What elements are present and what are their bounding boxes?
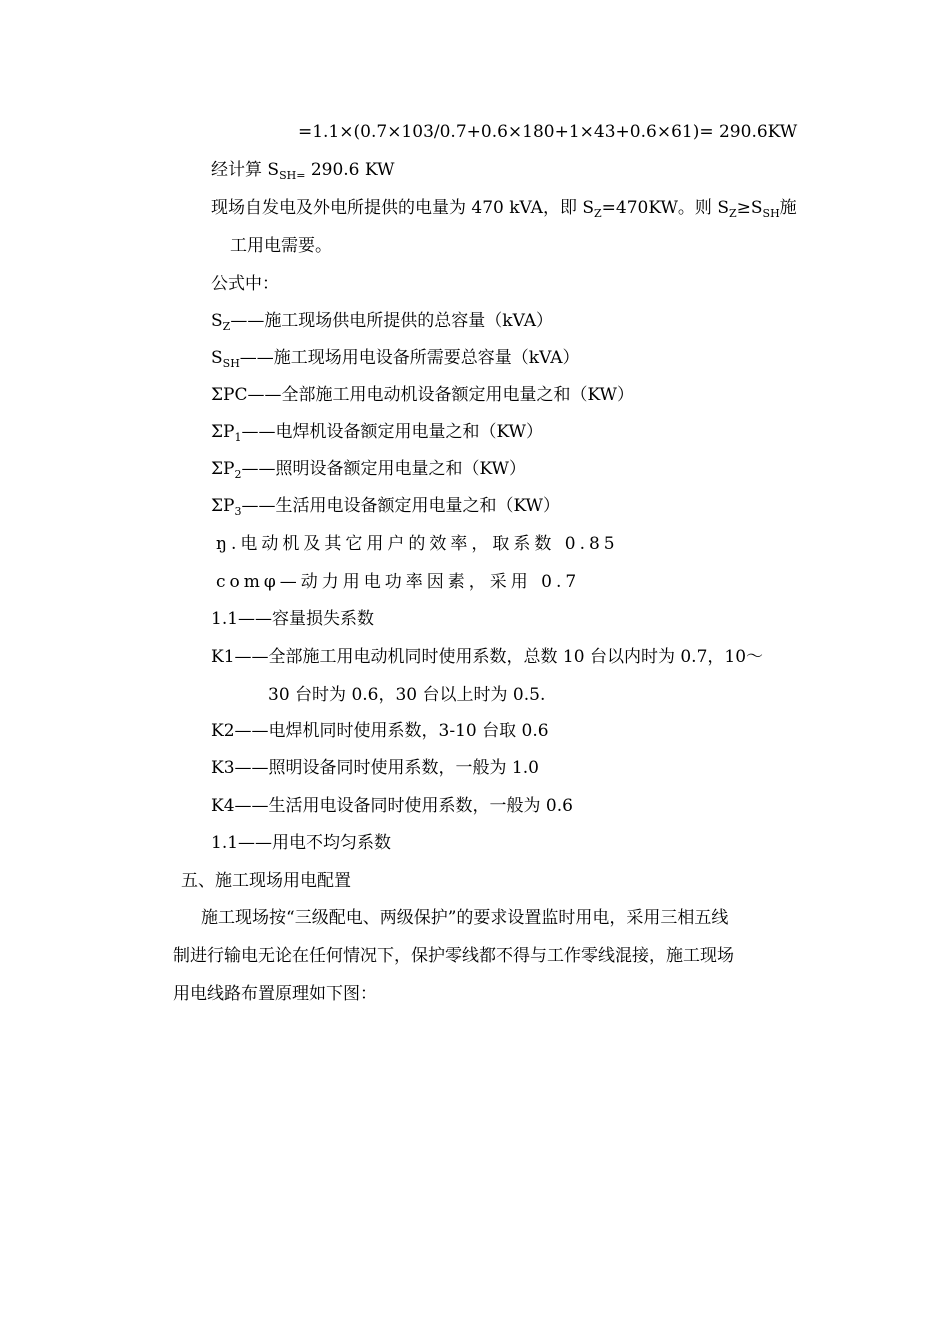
section-title: 五、施工现场用电配置 — [181, 871, 351, 891]
def-k2: K2——电焊机同时使用系数，3-10 台取 0.6 — [211, 721, 549, 741]
formula-heading: 公式中： — [211, 274, 279, 294]
supply-line: 现场自发电及外电所提供的电量为 470 kVA，即 $S_Z=470KW$。则 $S_Z\ge S_{SH}$施 — [211, 198, 797, 220]
def-uneven: 1.1——用电不均匀系数 — [211, 833, 392, 853]
def-loss: 1.1——容量损失系数 — [211, 609, 375, 629]
def-cos: comφ—动力用电功率因素，采用 0.7 — [216, 572, 581, 592]
para-line: 施工现场按“三级配电、两级保护”的要求设置监时用电，采用三相五线 — [201, 908, 729, 928]
def-ssh: $S_{SH}——$施工现场用电设备所需要总容量（kVA） — [211, 348, 580, 370]
def-sp2: $\Sigma P_2——$照明设备额定用电量之和（KW） — [211, 459, 527, 481]
supply-line-cont: 工用电需要。 — [230, 236, 332, 256]
def-k1: K1——全部施工用电动机同时使用系数，总数 10 台以内时为 0.7，10～ — [211, 647, 764, 667]
def-k1-cont: 30 台时为 0.6，30 台以上时为 0.5. — [268, 685, 546, 705]
def-spc: ΣPC——全部施工用电动机设备额定用电量之和（KW） — [211, 385, 635, 405]
def-k3: K3——照明设备同时使用系数，一般为 1.0 — [211, 758, 539, 778]
calc-result: 经计算 $S_{SH=}$ 290.6 KW — [211, 160, 395, 182]
def-sp3: $\Sigma P_3——$生活用电设备额定用电量之和（KW） — [211, 496, 561, 518]
def-eta: ŋ.电动机及其它用户的效率，取系数 0.85 — [216, 534, 619, 554]
formula-line: =1.1×(0.7×103/0.7+0.6×180+1×43+0.6×61)= 290.6KW — [298, 122, 798, 142]
para-line: 制进行输电无论在任何情况下，保护零线都不得与工作零线混接，施工现场 — [173, 946, 734, 966]
para-line: 用电线路布置原理如下图： — [173, 984, 377, 1004]
def-k4: K4——生活用电设备同时使用系数，一般为 0.6 — [211, 796, 573, 816]
def-sp1: $\Sigma P_1——$电焊机设备额定用电量之和（KW） — [211, 422, 544, 444]
def-sz: $S_Z——$施工现场供电所提供的总容量（kVA） — [211, 311, 554, 333]
